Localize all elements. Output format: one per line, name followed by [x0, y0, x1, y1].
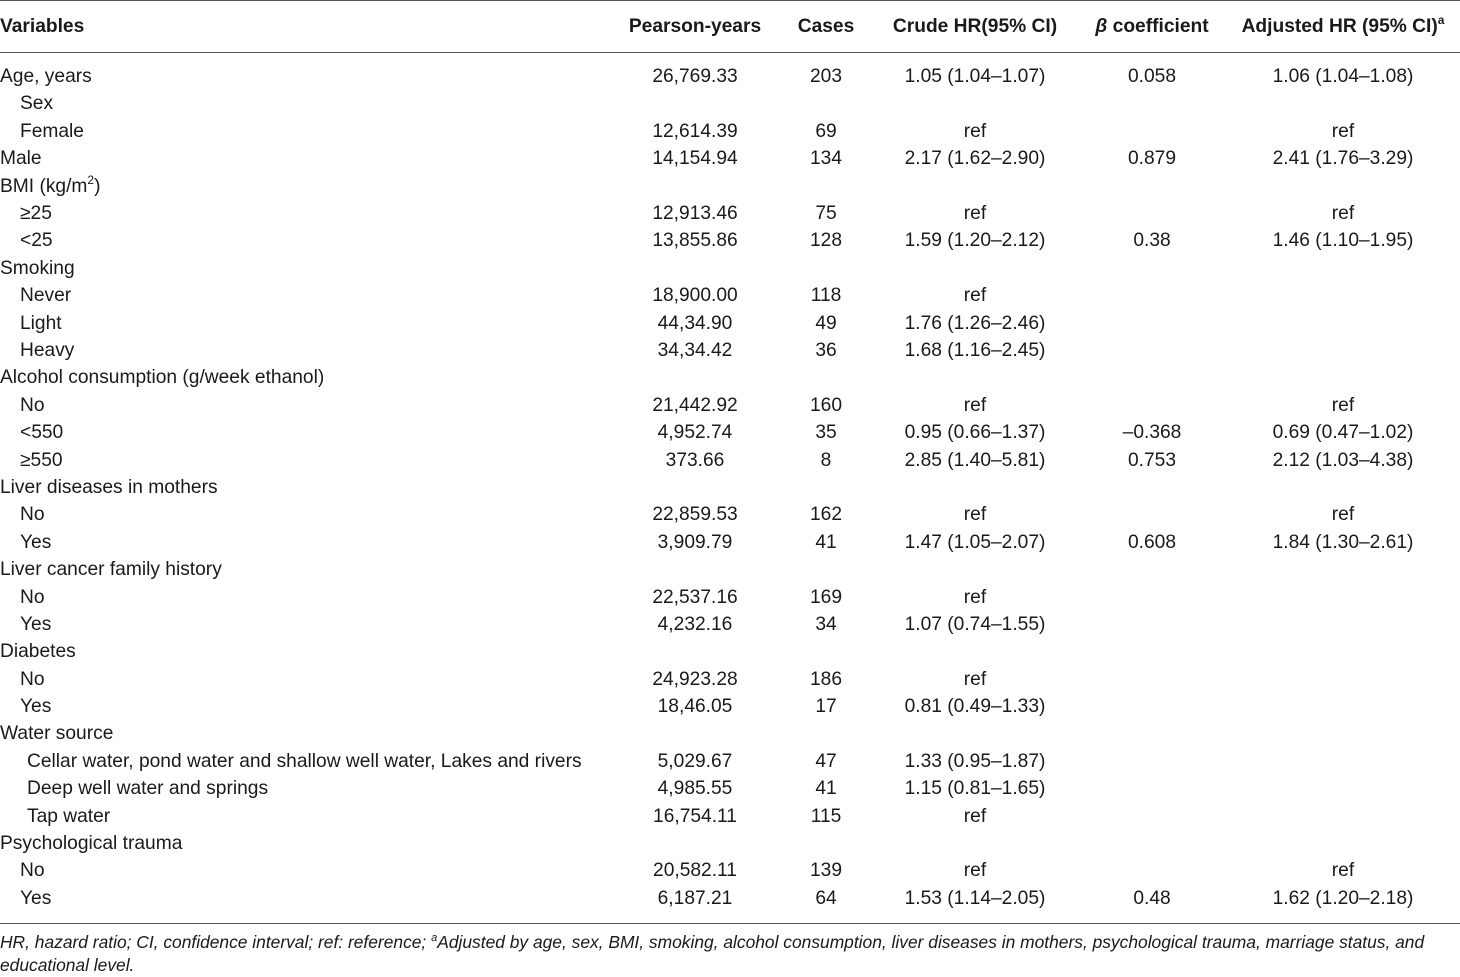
table-row [0, 693, 1460, 720]
row-adjusted-hr [1226, 611, 1460, 638]
row-adjusted-hr [1226, 337, 1460, 364]
row-variable: Male [0, 148, 42, 170]
row-person-years [610, 474, 780, 501]
row-crude-hr [872, 90, 1078, 117]
row-beta [1078, 748, 1226, 775]
row-beta [1078, 337, 1226, 364]
row-cases: 75 [815, 203, 837, 225]
header-person-years: Pearson-years [610, 1, 780, 53]
table-row [0, 200, 1460, 227]
row-beta [1078, 200, 1226, 227]
row-crude-hr: ref [963, 860, 987, 882]
row-variable: Heavy [20, 340, 75, 361]
row-cases [780, 720, 872, 747]
table-row [0, 173, 1460, 200]
row-beta [1078, 666, 1226, 693]
row-beta [1078, 693, 1226, 720]
table-row [0, 501, 1460, 528]
row-adjusted-hr [1226, 556, 1460, 583]
row-crude-hr [872, 556, 1078, 583]
row-person-years: 21,442.92 [652, 394, 738, 416]
row-beta [1078, 474, 1226, 501]
row-variable: <25 [20, 230, 53, 252]
row-variable: No [20, 394, 45, 416]
table-row [0, 90, 1460, 117]
header-variables: Variables [0, 1, 610, 53]
beta-label: coefficient [1107, 15, 1209, 37]
row-cases: 17 [815, 696, 837, 718]
row-person-years: 4,232.16 [657, 613, 733, 635]
table-row [0, 227, 1460, 254]
row-beta [1078, 310, 1226, 337]
table-row [0, 310, 1460, 337]
row-crude-hr: 1.07 (0.74–1.55) [904, 613, 1046, 635]
row-adjusted-hr: ref [1331, 120, 1355, 142]
row-variable: Cellar water, pond water and shallow well water, Lakes and rivers [27, 750, 582, 772]
row-variable: Never [20, 285, 72, 307]
table-row [0, 118, 1460, 145]
row-beta: 0.48 [1078, 885, 1226, 924]
row-beta [1078, 556, 1226, 583]
row-cases: 64 [780, 885, 872, 924]
row-adjusted-hr [1226, 282, 1460, 309]
row-cases: 35 [815, 422, 837, 444]
row-person-years: 24,923.28 [652, 668, 738, 690]
row-variable: ≥25 [20, 203, 52, 225]
row-cases [780, 173, 872, 200]
row-adjusted-hr [1226, 310, 1460, 337]
row-cases: 115 [810, 805, 842, 827]
header-beta-coefficient [1078, 1, 1226, 53]
row-variable: ≥550 [20, 449, 63, 471]
table-row [0, 638, 1460, 665]
row-variable: Female [20, 120, 84, 142]
row-person-years [610, 830, 780, 857]
row-beta [1078, 638, 1226, 665]
row-person-years: 14,154.94 [652, 148, 738, 170]
row-person-years: 18,900.00 [652, 285, 738, 307]
row-adjusted-hr [1226, 803, 1460, 830]
row-adjusted-hr [1226, 720, 1460, 747]
row-variable: Water source [0, 723, 114, 745]
row-crude-hr: 1.33 (0.95–1.87) [904, 750, 1046, 772]
row-variable: Psychological trauma [0, 833, 183, 855]
row-crude-hr: 1.05 (1.04–1.07) [904, 66, 1046, 88]
row-cases [780, 474, 872, 501]
table-row [0, 392, 1460, 419]
row-beta [1078, 118, 1226, 145]
row-crude-hr: 2.17 (1.62–2.90) [904, 148, 1046, 170]
row-variable: Yes [20, 696, 52, 718]
row-crude-hr: ref [963, 120, 987, 142]
row-variable: Smoking [0, 257, 75, 279]
row-adjusted-hr [1226, 693, 1460, 720]
row-beta [1078, 720, 1226, 747]
row-cases [780, 255, 872, 282]
row-variable: Alcohol consumption (g/week ethanol) [0, 367, 325, 389]
row-variable: Diabetes [0, 641, 76, 663]
row-crude-hr: ref [963, 285, 987, 307]
table-row [0, 364, 1460, 391]
row-cases: 128 [809, 230, 842, 252]
row-adjusted-hr: 1.46 (1.10–1.95) [1272, 230, 1414, 252]
row-variable: Yes [0, 885, 610, 924]
row-adjusted-hr: 2.41 (1.76–3.29) [1272, 148, 1414, 170]
row-person-years [610, 720, 780, 747]
row-adjusted-hr [1226, 173, 1460, 200]
row-variable: Liver cancer family history [0, 559, 222, 581]
row-beta: 0.753 [1127, 449, 1176, 471]
row-person-years: 373.66 [665, 449, 725, 471]
row-cases [780, 638, 872, 665]
table-row [0, 857, 1460, 884]
row-crude-hr: 1.15 (0.81–1.65) [904, 778, 1046, 800]
row-cases [780, 364, 872, 391]
table-row [0, 282, 1460, 309]
row-cases: 139 [809, 860, 842, 882]
row-beta [1078, 583, 1226, 610]
row-beta [1078, 364, 1226, 391]
row-crude-hr: ref [963, 668, 987, 690]
row-person-years: 3,909.79 [657, 531, 733, 553]
row-crude-hr: ref [963, 394, 987, 416]
table-row [0, 830, 1460, 857]
table-header-row [0, 1, 1460, 53]
table-row [0, 556, 1460, 583]
row-cases: 186 [809, 668, 842, 690]
row-variable: Yes [20, 531, 52, 553]
row-crude-hr: 2.85 (1.40–5.81) [904, 449, 1046, 471]
row-crude-hr: 1.53 (1.14–2.05) [872, 885, 1078, 924]
row-beta [1078, 282, 1226, 309]
row-cases: 134 [809, 148, 842, 170]
row-person-years [610, 255, 780, 282]
row-cases: 162 [809, 504, 842, 526]
row-variable: Tap water [27, 805, 111, 827]
row-adjusted-hr: ref [1331, 860, 1355, 882]
table-row [0, 474, 1460, 501]
beta-symbol: β [1095, 15, 1108, 37]
table-row [0, 583, 1460, 610]
header-adjusted-hr [1226, 1, 1460, 53]
row-crude-hr [872, 830, 1078, 857]
table-row [0, 255, 1460, 282]
row-person-years: 12,913.46 [652, 203, 738, 225]
row-cases: 160 [809, 394, 842, 416]
row-cases: 34 [815, 613, 837, 635]
row-adjusted-hr [1226, 666, 1460, 693]
row-beta: 0.879 [1127, 148, 1176, 170]
row-person-years: 5,029.67 [657, 750, 733, 772]
row-adjusted-hr [1226, 830, 1460, 857]
row-variable: Yes [20, 613, 52, 635]
row-variable: Liver diseases in mothers [0, 476, 218, 498]
row-beta: 0.608 [1127, 531, 1176, 553]
row-beta [1078, 173, 1226, 200]
row-beta [1078, 803, 1226, 830]
row-crude-hr: ref [963, 504, 987, 526]
row-beta [1078, 501, 1226, 528]
row-person-years: 16,754.11 [653, 805, 737, 827]
row-beta: 0.38 [1133, 230, 1171, 252]
row-cases [780, 90, 872, 117]
row-crude-hr: 1.68 (1.16–2.45) [904, 340, 1046, 361]
row-crude-hr: 1.47 (1.05–2.07) [904, 531, 1046, 553]
row-adjusted-hr [1226, 364, 1460, 391]
table-row [0, 419, 1460, 446]
row-adjusted-hr [1226, 583, 1460, 610]
row-beta [1078, 255, 1226, 282]
row-person-years [610, 173, 780, 200]
row-cases: 41 [815, 531, 837, 553]
row-adjusted-hr: 0.69 (0.47–1.02) [1272, 422, 1414, 444]
table-row [0, 803, 1460, 830]
row-variable: No [20, 668, 45, 690]
row-person-years: 6,187.21 [610, 885, 780, 924]
row-variable: No [20, 860, 45, 882]
header-crude-hr: Crude HR(95% CI) [872, 1, 1078, 53]
row-crude-hr: ref [963, 805, 987, 827]
footnote-abbreviations: HR, hazard ratio; CI, confidence interval; ref: reference; [0, 932, 432, 952]
row-person-years [610, 556, 780, 583]
table-body [0, 63, 1460, 923]
table-row [0, 775, 1460, 802]
row-cases [780, 830, 872, 857]
row-adjusted-hr: 2.12 (1.03–4.38) [1272, 449, 1414, 471]
row-person-years: 18,46.05 [657, 696, 733, 718]
table-row [0, 145, 1460, 172]
row-variable: Deep well water and springs [27, 778, 269, 800]
row-variable-text-end: ) [94, 175, 101, 197]
row-adjusted-hr: ref [1331, 504, 1355, 526]
row-beta [1078, 775, 1226, 802]
row-crude-hr: 0.95 (0.66–1.37) [904, 422, 1046, 444]
row-person-years [610, 364, 780, 391]
row-beta [1078, 830, 1226, 857]
row-adjusted-hr: ref [1331, 203, 1355, 225]
row-variable [0, 173, 610, 200]
row-crude-hr [872, 474, 1078, 501]
adjusted-label: Adjusted HR (95% CI) [1241, 15, 1438, 37]
row-person-years: 12,614.39 [652, 120, 738, 142]
row-cases: 118 [810, 285, 842, 307]
row-crude-hr [872, 364, 1078, 391]
row-person-years: 13,855.86 [652, 230, 738, 252]
row-variable: No [20, 586, 45, 608]
row-variable: <550 [20, 422, 64, 444]
row-adjusted-hr: 1.84 (1.30–2.61) [1272, 531, 1414, 553]
row-variable-text: BMI (kg/m [0, 175, 88, 197]
footnote-adjustment: Adjusted by age, sex, BMI, smoking, alcohol consumption, liver diseases in mothers, psychological trauma, marriage status, and educational level. [0, 932, 1425, 975]
row-variable: Age, years [0, 66, 92, 88]
table-row [0, 611, 1460, 638]
row-person-years: 44,34.90 [657, 312, 733, 334]
row-variable-superscript: 2 [87, 172, 95, 187]
row-person-years: 22,859.53 [652, 504, 738, 526]
row-person-years: 4,985.55 [657, 778, 733, 800]
row-person-years: 26,769.33 [652, 66, 738, 88]
table-footnote [0, 931, 1460, 977]
row-person-years: 34,34.42 [657, 340, 733, 361]
row-cases: 69 [815, 120, 837, 142]
row-person-years: 22,537.16 [652, 586, 738, 608]
table-row [0, 720, 1460, 747]
row-adjusted-hr [1226, 90, 1460, 117]
row-crude-hr: ref [963, 203, 987, 225]
table-row [0, 337, 1460, 364]
row-cases [780, 556, 872, 583]
row-adjusted-hr: ref [1331, 394, 1355, 416]
table-row [0, 666, 1460, 693]
table-row [0, 748, 1460, 775]
table-row [0, 446, 1460, 473]
row-beta [1078, 392, 1226, 419]
row-beta: –0.368 [1122, 422, 1182, 444]
row-person-years [610, 638, 780, 665]
row-cases: 49 [815, 312, 837, 334]
row-cases: 8 [820, 449, 832, 471]
row-crude-hr: 1.59 (1.20–2.12) [904, 230, 1046, 252]
row-crude-hr [872, 255, 1078, 282]
row-crude-hr [872, 173, 1078, 200]
row-person-years [610, 90, 780, 117]
row-cases: 203 [809, 66, 842, 88]
header-cases: Cases [780, 1, 872, 53]
row-person-years: 4,952.74 [657, 422, 733, 444]
row-cases: 169 [809, 586, 842, 608]
row-adjusted-hr: 1.62 (1.20–2.18) [1226, 885, 1460, 924]
row-person-years: 20,582.11 [653, 860, 737, 882]
table-row [0, 63, 1460, 90]
row-crude-hr [872, 638, 1078, 665]
footnote-marker: a [431, 932, 438, 944]
row-cases: 36 [815, 340, 837, 361]
row-adjusted-hr [1226, 748, 1460, 775]
row-adjusted-hr [1226, 775, 1460, 802]
row-variable: No [20, 504, 45, 526]
table-row [0, 885, 1460, 924]
row-crude-hr: 1.76 (1.26–2.46) [904, 312, 1046, 334]
row-adjusted-hr [1226, 638, 1460, 665]
row-crude-hr: 0.81 (0.49–1.33) [904, 696, 1046, 718]
row-variable: Light [20, 312, 62, 334]
row-cases: 41 [815, 778, 837, 800]
row-crude-hr: ref [963, 586, 987, 608]
row-beta [1078, 90, 1226, 117]
row-cases: 47 [815, 750, 837, 772]
adjusted-footnote-marker: a [1437, 12, 1445, 27]
row-variable: Sex [20, 93, 54, 115]
row-adjusted-hr [1226, 474, 1460, 501]
row-beta [1078, 611, 1226, 638]
table-row [0, 529, 1460, 556]
row-adjusted-hr [1226, 255, 1460, 282]
row-beta [1078, 857, 1226, 884]
row-crude-hr [872, 720, 1078, 747]
row-beta: 0.058 [1127, 66, 1176, 88]
row-adjusted-hr: 1.06 (1.04–1.08) [1272, 66, 1414, 88]
